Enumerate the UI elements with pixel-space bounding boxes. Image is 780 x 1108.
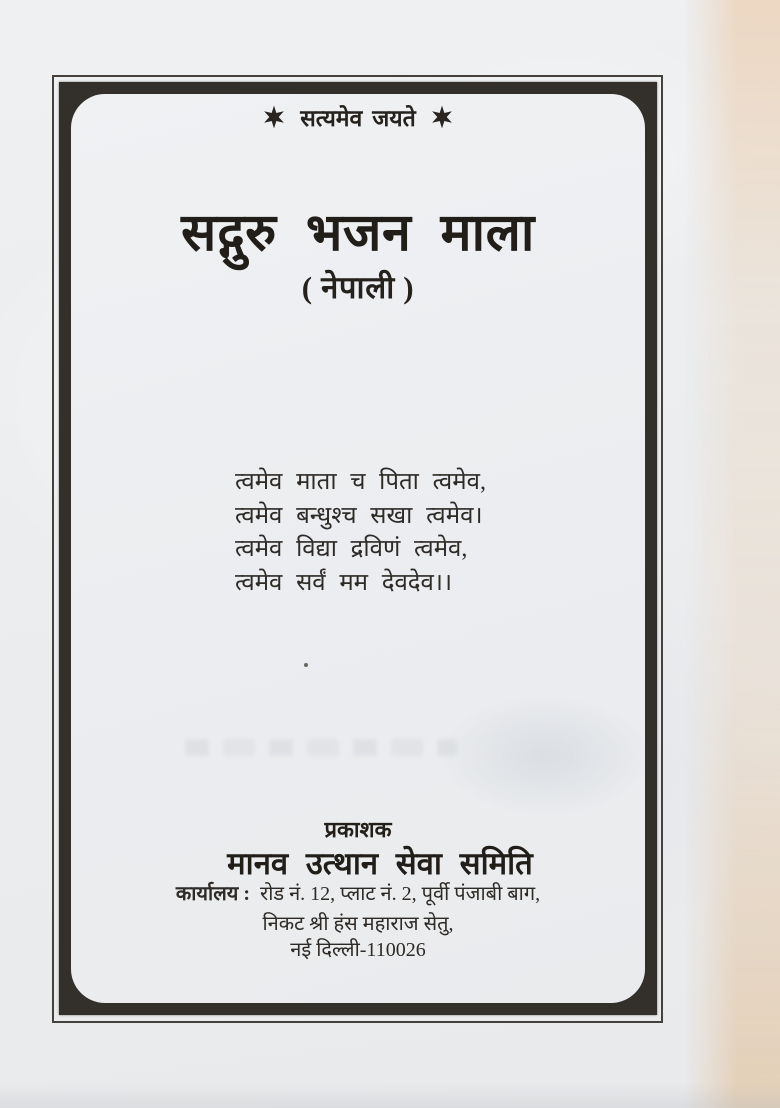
verse-line: त्वमेव बन्धुश्च सखा त्वमेव। <box>235 502 483 529</box>
address-line-2: निकट श्री हंस महाराज सेतु, <box>262 913 454 935</box>
motto-text: सत्यमेव जयते <box>300 106 416 131</box>
verse-line: त्वमेव सर्वं मम देवदेव।। <box>235 569 453 596</box>
book-subtitle: ( नेपाली ) <box>301 270 415 305</box>
motto-row <box>50 101 666 133</box>
publisher-label: प्रकाशक <box>324 817 392 842</box>
address-line-3: नई दिल्ली-110026 <box>290 939 426 961</box>
asterisk-star-icon <box>262 105 286 129</box>
verse-line: त्वमेव माता च पिता त्वमेव, <box>235 469 486 495</box>
publisher-name: मानव उत्थान सेवा समिति <box>227 846 533 881</box>
address-line-1 <box>50 879 666 906</box>
address-line-1-text: रोड नं. 12, प्लाट नं. 2, पूर्वी पंजाबी बाग, <box>260 883 541 905</box>
verse-line: त्वमेव विद्या द्रविणं त्वमेव, <box>235 536 468 562</box>
invocation-verse <box>235 466 486 600</box>
office-label: कार्यालय : <box>175 883 251 905</box>
book-title: सद्गुरु भजन माला <box>181 205 535 262</box>
asterisk-star-icon <box>430 105 454 129</box>
